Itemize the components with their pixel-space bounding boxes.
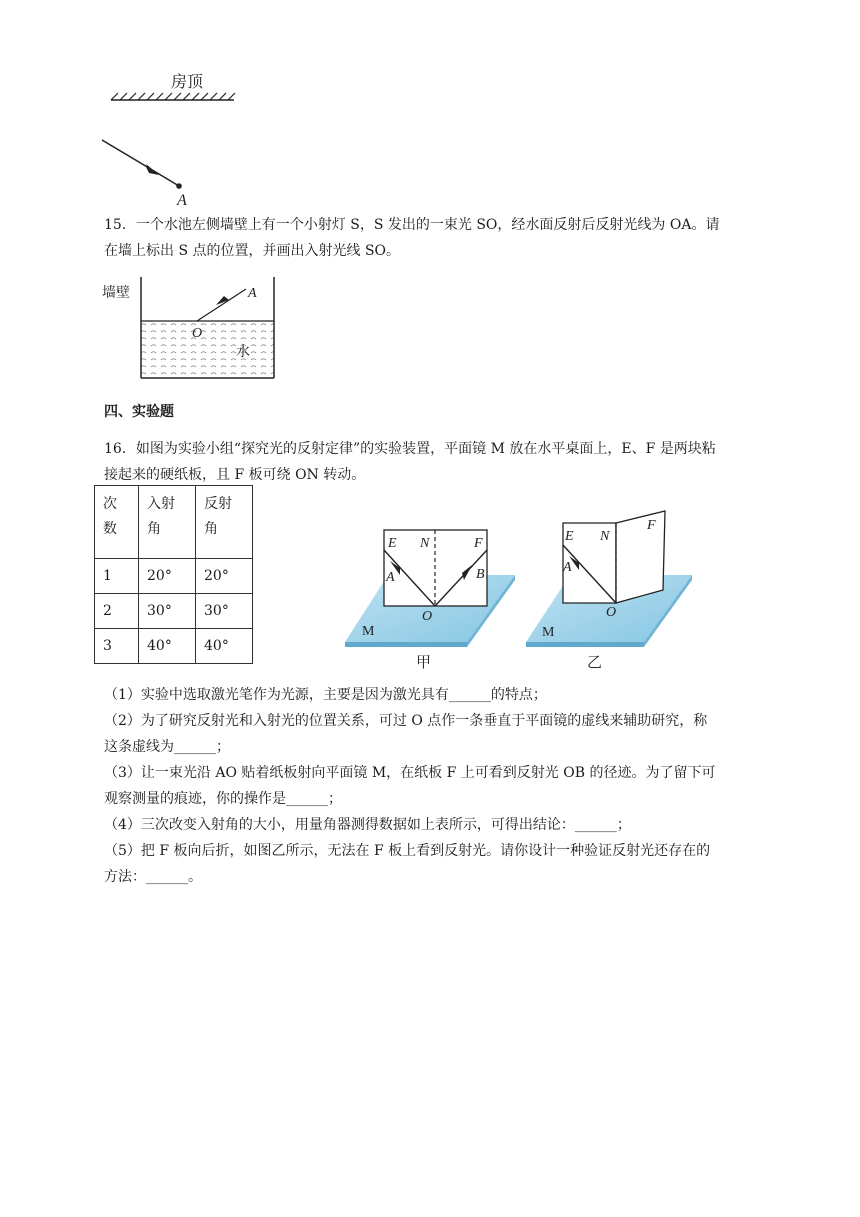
point-a-label: A (177, 192, 187, 209)
water-label: 水 (236, 344, 250, 360)
table-cell: 20° (196, 559, 253, 594)
q15-line1: 15．一个水池左侧墙壁上有一个小射灯 S，S 发出的一束光 SO，经水面反射后反射光线为 OA。请 (104, 217, 720, 233)
board-f-folded (616, 511, 665, 603)
label-o: O (606, 605, 617, 620)
water-fill (141, 321, 274, 378)
q16-sub3-line2: 观察测量的痕迹，你的操作是______； (104, 791, 342, 807)
section-heading: 四、实验题 (104, 404, 174, 420)
q16-intro (104, 436, 754, 488)
table-cell: 40° (139, 629, 196, 664)
table-row (95, 629, 253, 664)
table-row (95, 594, 253, 629)
q16-sub2-line2: 这条虚线为______； (104, 739, 230, 755)
table-header-row (95, 486, 253, 559)
q15-text (104, 212, 754, 264)
label-n: N (420, 536, 430, 551)
table-cell: 20° (139, 559, 196, 594)
point-o-label: O (192, 326, 203, 341)
figure-jia (340, 520, 525, 675)
q16-sub3-line1: （3）让一束光沿 AO 贴着纸板射向平面镜 M，在纸板 F 上可看到反射光 OB 的径迹。为了留下可 (104, 765, 716, 781)
q16-sub2-line1: （2）为了研究反射光和入射光的位置关系，可过 O 点作一条垂直于平面镜的虚线来辅助研究，称 (104, 713, 708, 729)
header-cell-reflection: 反射 角 (196, 486, 253, 559)
roof-hatching (111, 93, 235, 100)
point-a-dot (176, 183, 182, 189)
label-f: F (647, 518, 656, 533)
pool-figure (100, 272, 280, 384)
roof-figure (95, 65, 255, 210)
table-row (95, 559, 253, 594)
label-a: A (563, 560, 572, 575)
table-cell: 3 (95, 629, 139, 664)
q15-line2: 在墙上标出 S 点的位置，并画出入射光线 SO。 (104, 243, 401, 259)
caption-jia: 甲 (416, 653, 432, 671)
caption-yi: 乙 (587, 653, 603, 671)
label-b: B (476, 567, 485, 582)
light-ray (102, 140, 179, 186)
table-cell: 1 (95, 559, 139, 594)
label-o: O (422, 609, 433, 624)
label-a: A (386, 570, 395, 585)
q16-intro-line1: 16．如图为实验小组“探究光的反射定律”的实验装置，平面镜 M 放在水平桌面上，E、F 是两块粘 (104, 441, 716, 457)
table-cell: 30° (196, 594, 253, 629)
label-f: F (474, 536, 483, 551)
header-cell-trial: 次 数 (95, 486, 139, 559)
angle-table (94, 485, 253, 664)
label-e: E (565, 529, 574, 544)
q16-sub1: （1）实验中选取激光笔作为光源，主要是因为激光具有______的特点； (104, 687, 547, 703)
table-cell: 40° (196, 629, 253, 664)
label-n: N (600, 529, 610, 544)
roof-label: 房顶 (171, 74, 204, 91)
table-cell: 30° (139, 594, 196, 629)
table-cell: 2 (95, 594, 139, 629)
label-m: M (362, 624, 375, 639)
q16-sub5-line2: 方法：______。 (104, 869, 202, 885)
point-a-label: A (248, 286, 257, 301)
header-cell-incidence: 入射 角 (139, 486, 196, 559)
reflected-ray-oa (197, 289, 246, 321)
label-m: M (542, 625, 555, 640)
q16-sub4: （4）三次改变入射角的大小，用量角器测得数据如上表所示，可得出结论：______； (104, 817, 631, 833)
q16-sub5-line1: （5）把 F 板向后折，如图乙所示，无法在 F 板上看到反射光。请你设计一种验证反射光还存在的 (104, 843, 711, 859)
wall-label: 墙壁 (102, 285, 130, 301)
q16-intro-line2: 接起来的硬纸板，且 F 板可绕 ON 转动。 (104, 467, 366, 483)
figure-yi (520, 508, 700, 675)
q16-subquestions (104, 682, 754, 890)
label-e: E (388, 536, 397, 551)
